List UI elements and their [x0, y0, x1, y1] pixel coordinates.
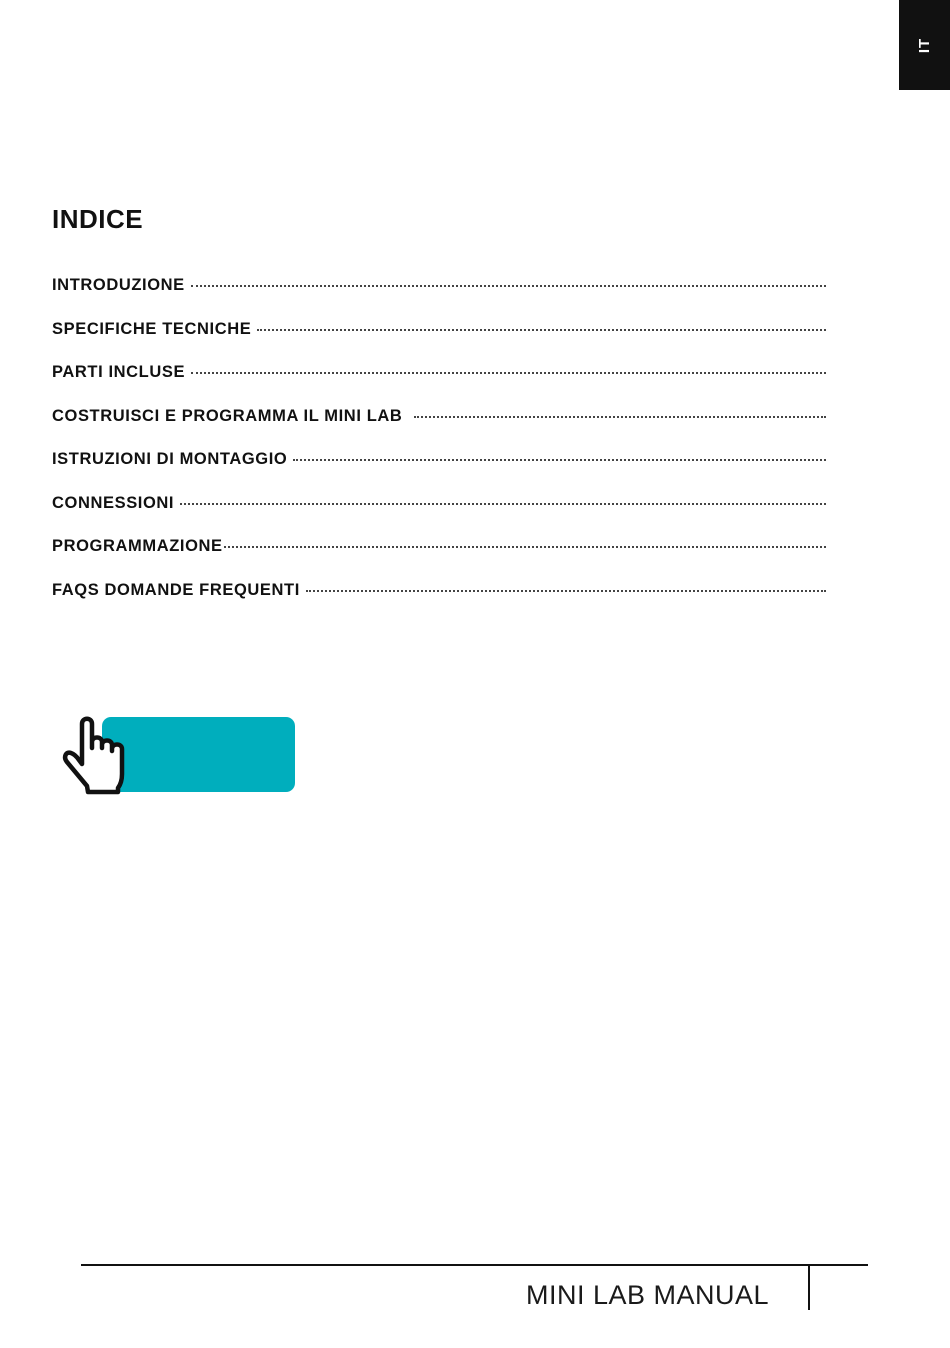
toc-item-label: PARTI INCLUSE	[52, 363, 186, 381]
toc-item-label: CONNESSIONI	[52, 493, 175, 512]
toc-dot-leader	[180, 503, 826, 505]
language-tab-label: IT	[916, 37, 933, 53]
toc-item-label: COSTRUISCI E PROGRAMMA IL MINI LAB	[52, 406, 403, 425]
toc-item-connessioni[interactable]	[52, 494, 826, 538]
toc-item-faqs[interactable]	[52, 581, 826, 625]
toc-dot-leader	[191, 372, 826, 374]
toc-item-programmazione[interactable]	[52, 537, 826, 581]
toc-dot-leader	[414, 416, 826, 418]
toc-item-label: ISTRUZIONI DI MONTAGGIO	[52, 450, 288, 468]
toc-item-label: INTRODUZIONE	[52, 276, 185, 294]
toc-item-costruisci[interactable]	[52, 407, 826, 451]
toc-item-label: FAQS DOMANDE FREQUENTI	[52, 580, 300, 599]
footer-rule	[81, 1264, 868, 1266]
footer-divider	[808, 1266, 810, 1310]
pointing-hand-icon	[58, 712, 138, 796]
toc-dot-leader	[191, 285, 826, 287]
toc-title: INDICE	[52, 204, 144, 234]
footer-title: MINI LAB MANUAL	[526, 1280, 770, 1310]
language-tab[interactable]	[899, 0, 950, 90]
toc-item-label: PROGRAMMAZIONE	[52, 537, 223, 555]
action-button-group	[58, 712, 298, 796]
toc-item-label: SPECIFICHE TECNICHE	[52, 319, 252, 338]
table-of-contents	[52, 276, 826, 624]
toc-dot-leader	[224, 546, 826, 548]
toc-dot-leader	[306, 590, 826, 592]
toc-item-istruzioni-montaggio[interactable]	[52, 450, 826, 494]
toc-dot-leader	[293, 459, 826, 461]
toc-dot-leader	[257, 329, 826, 331]
toc-item-parti-incluse[interactable]	[52, 363, 826, 407]
toc-item-specifiche-tecniche[interactable]	[52, 320, 826, 364]
toc-item-introduzione[interactable]	[52, 276, 826, 320]
